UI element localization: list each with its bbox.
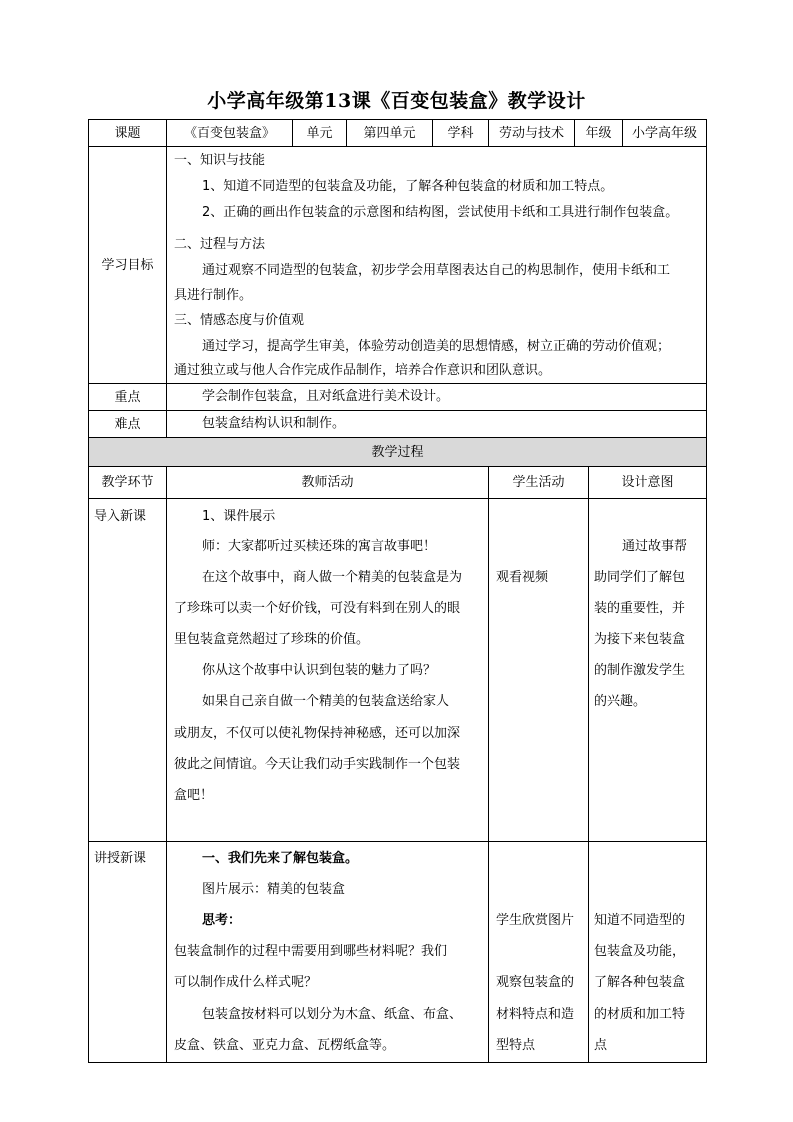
column-header-student: 学生活动 <box>512 475 565 490</box>
objective-line: 通过观察不同造型的包装盒，初步学会用草图表达自己的构思制作，使用卡纸和工 <box>202 263 671 278</box>
course-value: 《百变包装盒》 <box>183 125 275 141</box>
student-line: 型特点 <box>496 1038 536 1053</box>
teacher-line: 如果自己亲自做一个精美的包装盒送给家人 <box>202 694 450 709</box>
intent-line: 为接下来包装盒 <box>594 632 686 647</box>
objective-line: 1、知道不同造型的包装盒及功能，了解各种包装盒的材质和加工特点。 <box>202 179 614 194</box>
grade-value: 小学高年级 <box>631 125 697 141</box>
intent-line: 助同学们了解包 <box>594 570 686 585</box>
teacher-line: 盒吧！ <box>174 788 214 803</box>
student-line: 观察包装盒的 <box>496 975 575 990</box>
teacher-line: 了珍珠可以卖一个好价钱，可没有料到在别人的眼 <box>174 601 461 616</box>
teacher-line: 1、课件展示 <box>202 509 276 524</box>
objective-line: 一、知识与技能 <box>174 153 266 168</box>
difficulty-value: 包装盒结构认识和制作。 <box>202 416 346 431</box>
teacher-line: 或朋友，不仅可以使礼物保持神秘感，还可以加深 <box>174 726 461 741</box>
intent-line: 点 <box>594 1038 608 1053</box>
student-line: 学生欣赏图片 <box>496 913 575 928</box>
intent-line: 的制作激发学生 <box>594 663 686 678</box>
document-title: 小学高年级第13课《百变包装盒》教学设计 <box>207 90 586 112</box>
key-point-label: 重点 <box>114 389 141 405</box>
teacher-line: 思考： <box>202 913 242 928</box>
column-header-intent: 设计意图 <box>621 475 674 490</box>
objective-line: 三、情感态度与价值观 <box>174 313 305 328</box>
stage-new-lesson: 讲授新课 <box>94 851 147 866</box>
teacher-line: 皮盒、铁盒、亚克力盒、瓦楞纸盒等。 <box>174 1038 396 1053</box>
unit-value: 第四单元 <box>363 125 416 141</box>
objective-line: 通过独立或与他人合作完成作品制作，培养合作意识和团队意识。 <box>174 363 552 378</box>
teacher-line: 里包装盒竟然超过了珍珠的价值。 <box>174 632 370 647</box>
objective-line: 通过学习，提高学生审美，体验劳动创造美的思想情感，树立正确的劳动价值观； <box>202 339 671 354</box>
teacher-line: 可以制作成什么样式呢？ <box>174 975 318 990</box>
teacher-line: 彼此之间情谊。今天让我们动手实践制作一个包装 <box>174 757 461 772</box>
objective-line: 2、正确的画出作包装盒的示意图和结构图，尝试使用卡纸和工具进行制作包装盒。 <box>202 205 679 220</box>
teacher-line: 包装盒按材料可以划分为木盒、纸盒、布盒、 <box>202 1007 463 1022</box>
intent-line: 的材质和加工特 <box>594 1007 686 1022</box>
objective-line: 具进行制作。 <box>174 288 253 303</box>
teacher-line: 一、我们先来了解包装盒。 <box>202 851 359 866</box>
intent-line: 了解各种包装盒 <box>594 975 686 990</box>
objectives-label: 学习目标 <box>101 257 154 273</box>
student-line: 材料特点和造 <box>496 1007 575 1022</box>
key-point-value: 学会制作包装盒，且对纸盒进行美术设计。 <box>202 389 450 404</box>
course-label: 课题 <box>114 125 141 141</box>
teacher-line: 师：大家都听过买椟还珠的寓言故事吧！ <box>202 539 437 554</box>
teacher-line: 图片展示：精美的包装盒 <box>202 882 346 897</box>
stage-intro: 导入新课 <box>94 509 147 524</box>
subject-label: 学科 <box>447 125 474 141</box>
unit-label: 单元 <box>306 125 333 141</box>
teacher-line: 包装盒制作的过程中需要用到哪些材料呢？我们 <box>174 944 448 959</box>
intent-line: 装的重要性，并 <box>594 601 686 616</box>
column-header-teacher: 教师活动 <box>301 475 354 490</box>
difficulty-label: 难点 <box>114 416 141 432</box>
subject-value: 劳动与技术 <box>498 125 564 141</box>
intent-line: 知道不同造型的 <box>594 913 686 928</box>
column-header-stage: 教学环节 <box>101 475 154 490</box>
intent-line: 包装盒及功能， <box>594 944 686 959</box>
objective-line: 二、过程与方法 <box>174 237 266 252</box>
grade-label: 年级 <box>585 125 612 141</box>
intent-line: 通过故事帮 <box>622 539 688 554</box>
student-activity-intro: 观看视频 <box>496 570 549 585</box>
process-header: 教学过程 <box>371 444 424 460</box>
intent-line: 的兴趣。 <box>594 694 647 709</box>
teacher-line: 你从这个故事中认识到包装的魅力了吗？ <box>202 663 437 678</box>
teacher-line: 在这个故事中，商人做一个精美的包装盒是为 <box>202 570 463 585</box>
